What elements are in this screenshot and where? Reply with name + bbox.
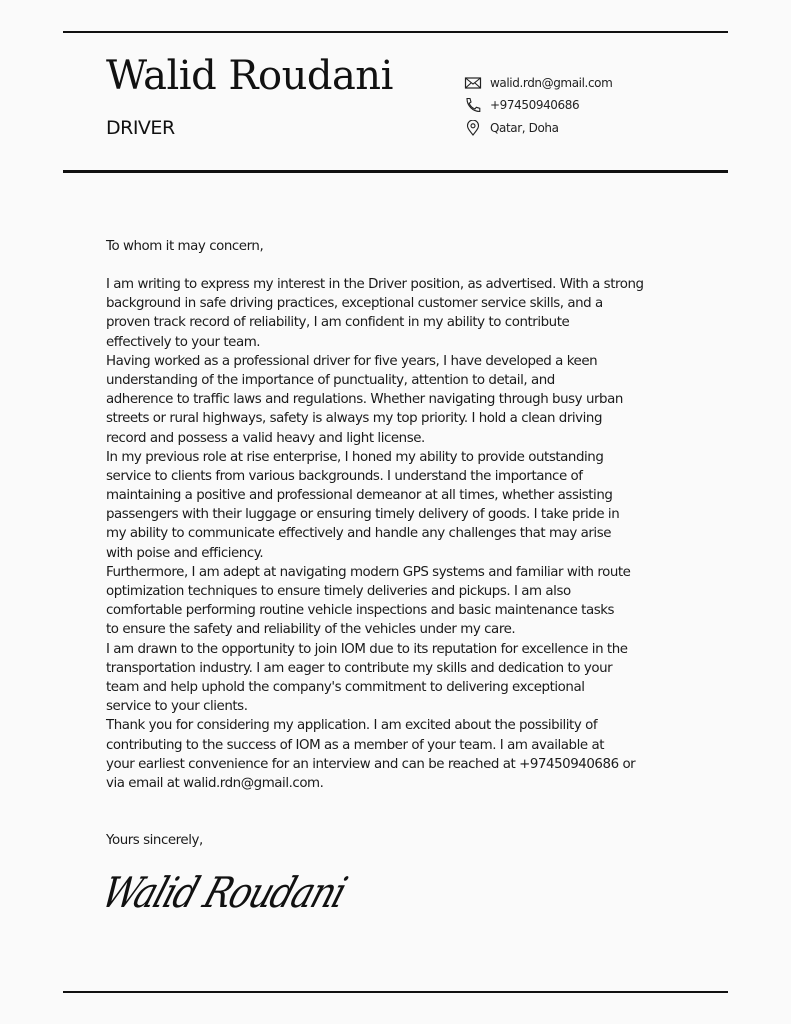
top-divider [63,31,728,33]
header-divider [63,170,728,173]
contact-phone [464,97,579,113]
letter-line: Furthermore, I am adept at navigating modern GPS systems and familiar with route [106,564,631,580]
letter-line: maintaining a positive and professional demeanor at all times, whether assisting [106,488,613,504]
contact-location [464,120,559,136]
letter-line: comfortable performing routine vehicle inspections and basic maintenance tasks [106,603,615,619]
letter-line: In my previous role at rise enterprise, I honed my ability to provide outstanding [106,449,604,465]
letter-line: contributing to the success of IOM as a member of your team. I am available at [106,737,605,753]
letter-line: Thank you for considering my application. I am excited about the possibility of [106,718,598,734]
greeting: To whom it may concern, [106,239,264,254]
letter-line: record and possess a valid heavy and light license. [106,430,425,446]
letter-line: effectively to your team. [106,334,261,350]
letter-line: adherence to traffic laws and regulations. Whether navigating through busy urban [106,392,623,408]
letter-line: I am drawn to the opportunity to join IOM due to its reputation for excellence in the [106,641,628,657]
envelope-icon [464,75,482,91]
letter-line: to ensure the safety and reliability of the vehicles under my care. [106,622,516,638]
phone-text: +97450940686 [490,98,580,112]
bottom-divider [63,991,728,993]
letter-line: my ability to communicate effectively and handle any challenges that may arise [106,526,612,542]
job-title: DRIVER [106,117,175,139]
letter-line: with poise and efficiency. [106,545,264,561]
applicant-name: Walid Roudani [106,53,393,99]
location-text: Qatar, Doha [490,121,559,135]
letter-line: service to clients from various backgrounds. I understand the importance of [106,468,583,484]
letter-line: transportation industry. I am eager to contribute my skills and dedication to your [106,660,613,676]
closing: Yours sincerely, [106,833,203,848]
letter-line: streets or rural highways, safety is always my top priority. I hold a clean driving [106,411,603,427]
letter-line: via email at walid.rdn@gmail.com. [106,775,324,791]
email-text: walid.rdn@gmail.com [490,76,613,90]
letter-line: background in safe driving practices, exceptional customer service skills, and a [106,296,603,312]
signature: Walid Roudani [96,868,352,917]
letter-line: passengers with their luggage or ensuring timely delivery of goods. I take pride in [106,507,620,523]
letter-line: understanding of the importance of punctuality, attention to detail, and [106,372,555,388]
letter-line: proven track record of reliability, I am confident in my ability to contribute [106,315,570,331]
letter-line: your earliest convenience for an interview and can be reached at +97450940686 or [106,756,636,772]
letter-line: I am writing to express my interest in the Driver position, as advertised. With a strong [106,277,644,292]
letter-line: Having worked as a professional driver for five years, I have developed a keen [106,353,598,369]
letter-line: optimization techniques to ensure timely deliveries and pickups. I am also [106,584,571,599]
contact-email [464,75,612,91]
location-pin-icon [464,120,482,136]
letter-body [106,275,644,793]
letter-line: service to your clients. [106,699,248,715]
phone-icon [464,97,482,113]
letter-line: team and help uphold the company's commitment to delivering exceptional [106,679,585,695]
